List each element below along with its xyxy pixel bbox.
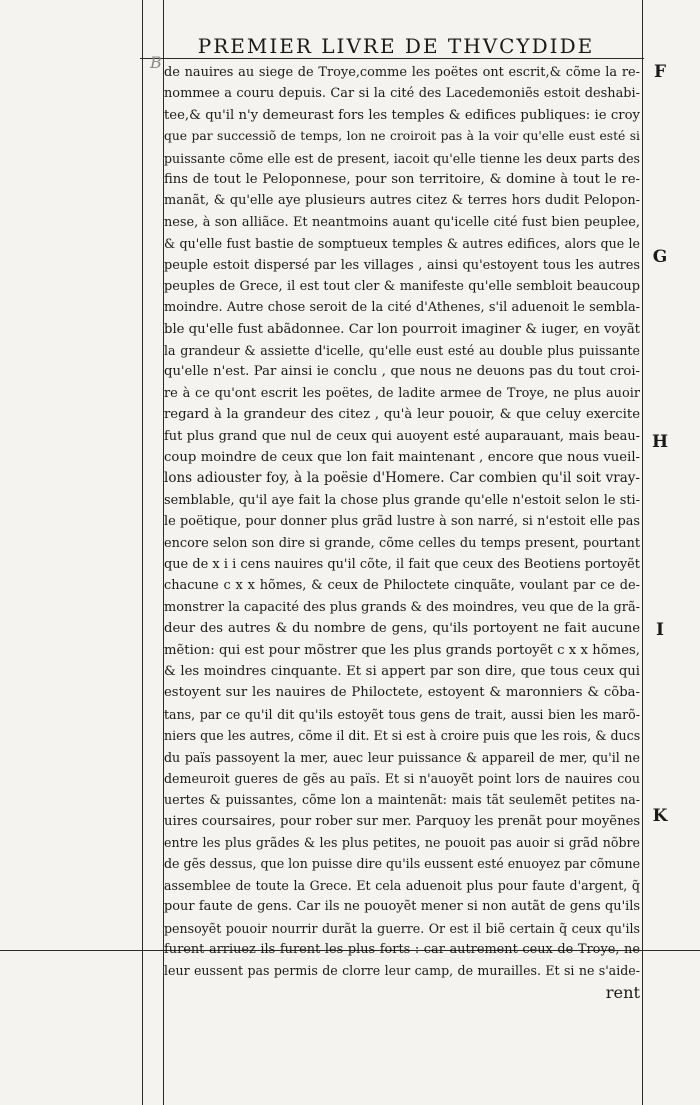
left-margin-rule-outer	[142, 0, 143, 1105]
text-line: estoyent sur les nauires de Philoctete, estoyent & maronniers & cõba-	[164, 685, 640, 701]
text-line: demeuroit gueres de gẽs au païs. Et si n'auoyẽt point lors de nauires cou	[164, 770, 640, 786]
text-line: nommee a couru depuis. Car si la cité des Lacedemoniẽs estoit deshabi-	[164, 86, 640, 102]
text-line: lons adiouster foy, à la poësie d'Homere. Car combien qu'il soit vray-	[164, 470, 640, 487]
text-line: manãt, & qu'elle aye plusieurs autres citez & terres hors dudit Pelopon-	[164, 193, 640, 209]
text-line: uertes & puissantes, cõme lon a maintenãt: mais tãt seulemẽt petites na-	[164, 792, 640, 808]
text-line: puissante cõme elle est de present, iacoit qu'elle tienne les deux parts des	[164, 150, 640, 166]
right-margin-rule	[642, 0, 643, 1105]
text-line: de gẽs dessus, que lon puisse dire qu'ils eussent esté enuoyez par cõmune	[164, 856, 640, 872]
text-line: semblable, qu'il aye fait la chose plus grande qu'elle n'estoit selon le sti-	[164, 492, 640, 508]
text-line: deur des autres & du nombre de gens, qu'ils portoyent ne fait aucune	[164, 621, 640, 637]
text-line: pour faute de gens. Car ils ne pouoyẽt mener si non autãt de gens qu'ils	[164, 899, 640, 915]
text-line: peuple estoit dispersé par les villages , ainsi qu'estoyent tous les autres	[164, 257, 640, 273]
text-line: regard à la grandeur des citez , qu'à leur pouoir, & que celuy exercite	[164, 407, 640, 423]
text-line: uires coursaires, pour rober sur mer. Parquoy les prenãt pour moyẽnes	[164, 813, 640, 829]
text-line: que de x i i cens nauires qu'il cõte, il fait que ceux des Beotiens portoyẽt	[164, 556, 640, 572]
text-line: re à ce qu'ont escrit les poëtes, de ladite armee de Troye, ne plus auoir	[164, 385, 640, 401]
signature-mark: B	[150, 53, 162, 72]
text-line: rent	[605, 982, 640, 1002]
text-line: nese, à son alliãce. Et neantmoins auant qu'icelle cité fust bien peuplee,	[164, 214, 640, 230]
text-line: le poëtique, pour donner plus grãd lustre à son narré, si n'estoit elle pas	[164, 514, 640, 530]
text-line: tans, par ce qu'il dit qu'ils estoyẽt tous gens de trait, aussi bien les marõ-	[164, 706, 640, 722]
header-rule	[140, 58, 644, 59]
margin-marker-f: F	[653, 62, 667, 82]
text-line: & qu'elle fust bastie de somptueux temples & autres edifices, alors que le	[164, 236, 640, 252]
margin-marker-g: G	[652, 247, 668, 267]
text-line: fins de tout le Peloponnese, pour son territoire, & domine à tout le re-	[164, 171, 640, 187]
text-line: moindre. Autre chose seroit de la cité d'Athenes, s'il aduenoit le sembla-	[164, 300, 640, 316]
text-line: leur eussent pas permis de clorre leur camp, de murailles. Et si ne s'aide-	[164, 963, 640, 979]
text-line: entre les plus grãdes & les plus petites, ne pouoit pas auoir si grãd nõbre	[164, 835, 640, 851]
text-line: assemblee de toute la Grece. Et cela aduenoit plus pour faute d'argent, q̃	[164, 877, 640, 893]
margin-marker-i: I	[656, 620, 664, 640]
text-line: ble qu'elle fust abãdonnee. Car lon pourroit imaginer & iuger, en voyãt	[164, 321, 640, 337]
text-line: & les moindres cinquante. Et si appert par son dire, que tous ceux qui	[164, 663, 640, 679]
body-text	[164, 62, 640, 1003]
text-line: niers que les autres, cõme il dit. Et si est à croire puis que les rois, & ducs	[164, 728, 640, 744]
text-line: pensoyẽt pouoir nourrir durãt la guerre. Or est il biẽ certain q̃ ceux qu'ils	[164, 920, 640, 936]
text-line: peuples de Grece, il est tout cler & manifeste qu'elle sembloit beaucoup	[164, 278, 640, 294]
text-line: chacune c x x hõmes, & ceux de Philoctete cinquãte, voulant par ce de-	[164, 578, 640, 594]
margin-marker-k: K	[652, 806, 668, 826]
text-line: la grandeur & assiette d'icelle, qu'elle eust esté au double plus puissante	[164, 343, 640, 359]
margin-marker-h: H	[651, 432, 669, 452]
text-line: encore selon son dire si grande, cõme celles du temps present, pourtant	[164, 535, 640, 551]
text-line: fut plus grand que nul de ceux qui auoyent esté auparauant, mais beau-	[164, 428, 640, 444]
running-title: PREMIER LIVRE DE THVCYDIDE	[197, 34, 595, 58]
text-line: monstrer la capacité des plus grands & des moindres, veu que de la grã-	[164, 599, 640, 615]
text-line: que par successiõ de temps, lon ne croiroit pas à la voir qu'elle eust esté si	[164, 129, 640, 144]
text-line: coup moindre de ceux que lon fait maintenant , encore que nous vueil-	[164, 450, 640, 466]
text-line: tee,& qu'il n'y demeurast fors les temples & edifices publiques: ie croy	[164, 107, 640, 123]
text-line: de nauires au siege de Troye,comme les poëtes ont escrit,& cõme la re-	[164, 65, 640, 80]
text-line: furent arriuez ils furent les plus forts : car autrement ceux de Troye, ne	[164, 942, 640, 958]
text-line: qu'elle n'est. Par ainsi ie conclu , que nous ne deuons pas du tout croi-	[164, 364, 640, 380]
text-line: du païs passoyent la mer, auec leur puissance & appareil de mer, qu'il ne	[164, 749, 640, 765]
text-line: mẽtion: qui est pour mõstrer que les plus grands portoyẽt c x x hõmes,	[164, 642, 640, 658]
